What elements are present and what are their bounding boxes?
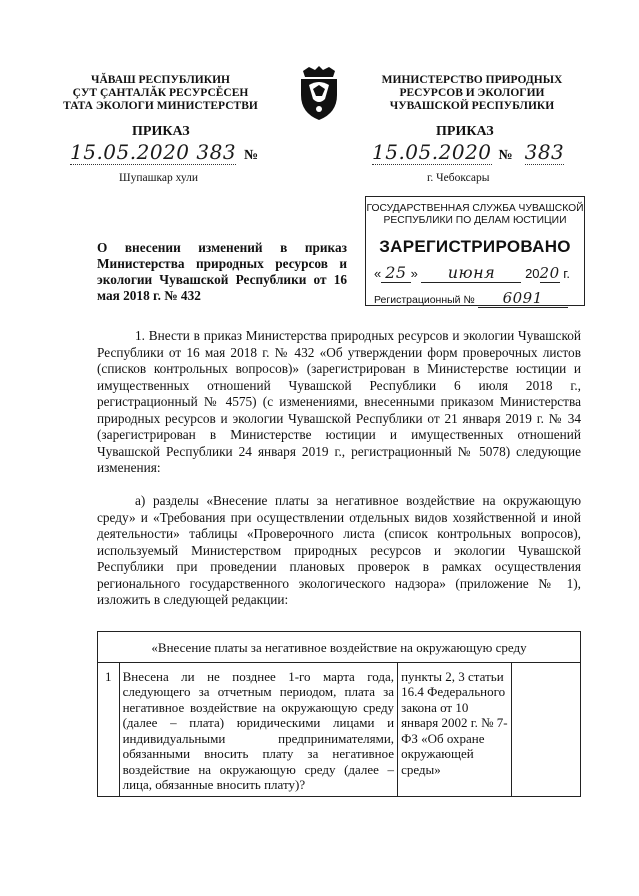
right-date-handwritten: 15.05.2020 xyxy=(372,140,492,164)
table-cell-question: Внесена ли не позднее 1-го марта года, следующего за отчетным периодом, плата за негативное воздействие на окружающую среду (далее – плата) юридическими лицами и индивидуальными предпринимателями, обязанными вносить плату за негативное воздействие на окружающую среду (далее – лица, обязанные вносить плату)? xyxy=(119,662,397,796)
left-header xyxy=(48,74,273,113)
stamp-reg-number: 6091 xyxy=(478,289,568,308)
stamp-open-quote: « xyxy=(374,266,382,281)
stamp-status: ЗАРЕГИСТРИРОВАНО xyxy=(379,237,571,256)
table-section-header: «Внесение платы за негативное воздействие на окружающую среду xyxy=(98,632,581,663)
left-number-sign: № xyxy=(244,148,259,163)
left-header-line-3: ТАТА ЭКОЛОГИ МИНИСТЕРСТВИ xyxy=(63,100,258,112)
table-section-header-row xyxy=(98,632,581,663)
left-header-line-1: ЧĂВАШ РЕСПУБЛИКИН xyxy=(91,74,230,86)
stamp-line-2: РЕСПУБЛИКИ ПО ДЕЛАМ ЮСТИЦИИ xyxy=(383,215,567,226)
table-row xyxy=(98,662,581,796)
stamp-month: июня xyxy=(421,263,521,283)
stamp-close-quote: » xyxy=(410,266,418,281)
stamp-year-prefix: 20 xyxy=(525,266,540,281)
stamp-reg-label: Регистрационный № xyxy=(374,294,475,306)
left-city: Шупашкар хули xyxy=(119,172,199,184)
table-cell-number: 1 xyxy=(98,662,120,796)
stamp-year-g: г. xyxy=(563,266,571,281)
right-header-line-1: МИНИСТЕРСТВО ПРИРОДНЫХ xyxy=(381,74,563,86)
stamp-reg-row xyxy=(366,289,584,308)
stamp-line-1: ГОСУДАРСТВЕННАЯ СЛУЖБА ЧУВАШСКОЙ xyxy=(366,203,584,214)
right-header-line-2: РЕСУРСОВ И ЭКОЛОГИИ xyxy=(399,87,545,99)
paragraph-1: 1. Внести в приказ Министерства природных ресурсов и экологии Чувашской Республики от 16 мая 2018 г. № 432 «Об утверждении форм проверочных листов (списков контрольных вопросов)» (зарегистрирован в Министерстве юстиции и имущественных отношений Чувашской Республики 6 июля 2018 г., регистрационный № 4575) (с изменениями, внесенными приказом Министерства природных ресурсов и экологии Чувашской Республики от 21 января 2019 г. № 34 (зарегистрирован в Министерстве юстиции и имущественных отношений Чувашской Республики 24 января 2019 г., регистрационный № 5078) следующие изменения: xyxy=(97,328,581,475)
coat-of-arms-emblem xyxy=(295,65,343,121)
stamp-day: 25 xyxy=(381,263,410,283)
right-header xyxy=(362,74,582,113)
right-number-sign: № xyxy=(498,148,513,163)
document-title: О внесении изменений в приказ Министерства природных ресурсов и экологии Чувашской Республики от 16 мая 2018 г. № 432 xyxy=(97,240,347,303)
right-number-handwritten: 383 xyxy=(524,140,565,164)
right-date-number-row xyxy=(372,140,564,164)
paragraph-2: а) разделы «Внесение платы за негативное воздействие на окружающую среду» и «Требования при осуществлении отдельных видов хозяйственной и иной деятельности» таблицы «Проверочного листа (список контрольных вопросов), используемый Министерством природных ресурсов и экологии Чувашской Республики при проведении плановых проверок в рамках осуществления регионального государственного экологического надзора» (приложение № 1), изложить в следующей редакции: xyxy=(97,493,581,607)
table-cell-answer xyxy=(512,662,581,796)
checklist-table xyxy=(97,631,581,797)
left-date-number-row xyxy=(70,140,258,164)
stamp-year-suffix: 20 xyxy=(539,264,560,282)
left-header-line-2: ÇУТ ÇАНТАЛĂК РЕСУРСĔСЕН xyxy=(72,87,249,99)
left-date-number-handwritten: 15.05.2020 383 xyxy=(70,140,237,164)
stamp-date-row xyxy=(366,263,584,283)
right-header-line-3: ЧУВАШСКОЙ РЕСПУБЛИКИ xyxy=(389,100,555,112)
right-prikaz-title: ПРИКАЗ xyxy=(436,124,494,139)
table-cell-reference: пункты 2, 3 статьи 16.4 Федерального закона от 10 января 2002 г. № 7-ФЗ «Об охране окружающей среды» xyxy=(398,662,512,796)
registration-stamp xyxy=(365,196,585,306)
right-city: г. Чебоксары xyxy=(427,172,490,184)
left-prikaz-title: ПРИКАЗ xyxy=(132,124,190,139)
